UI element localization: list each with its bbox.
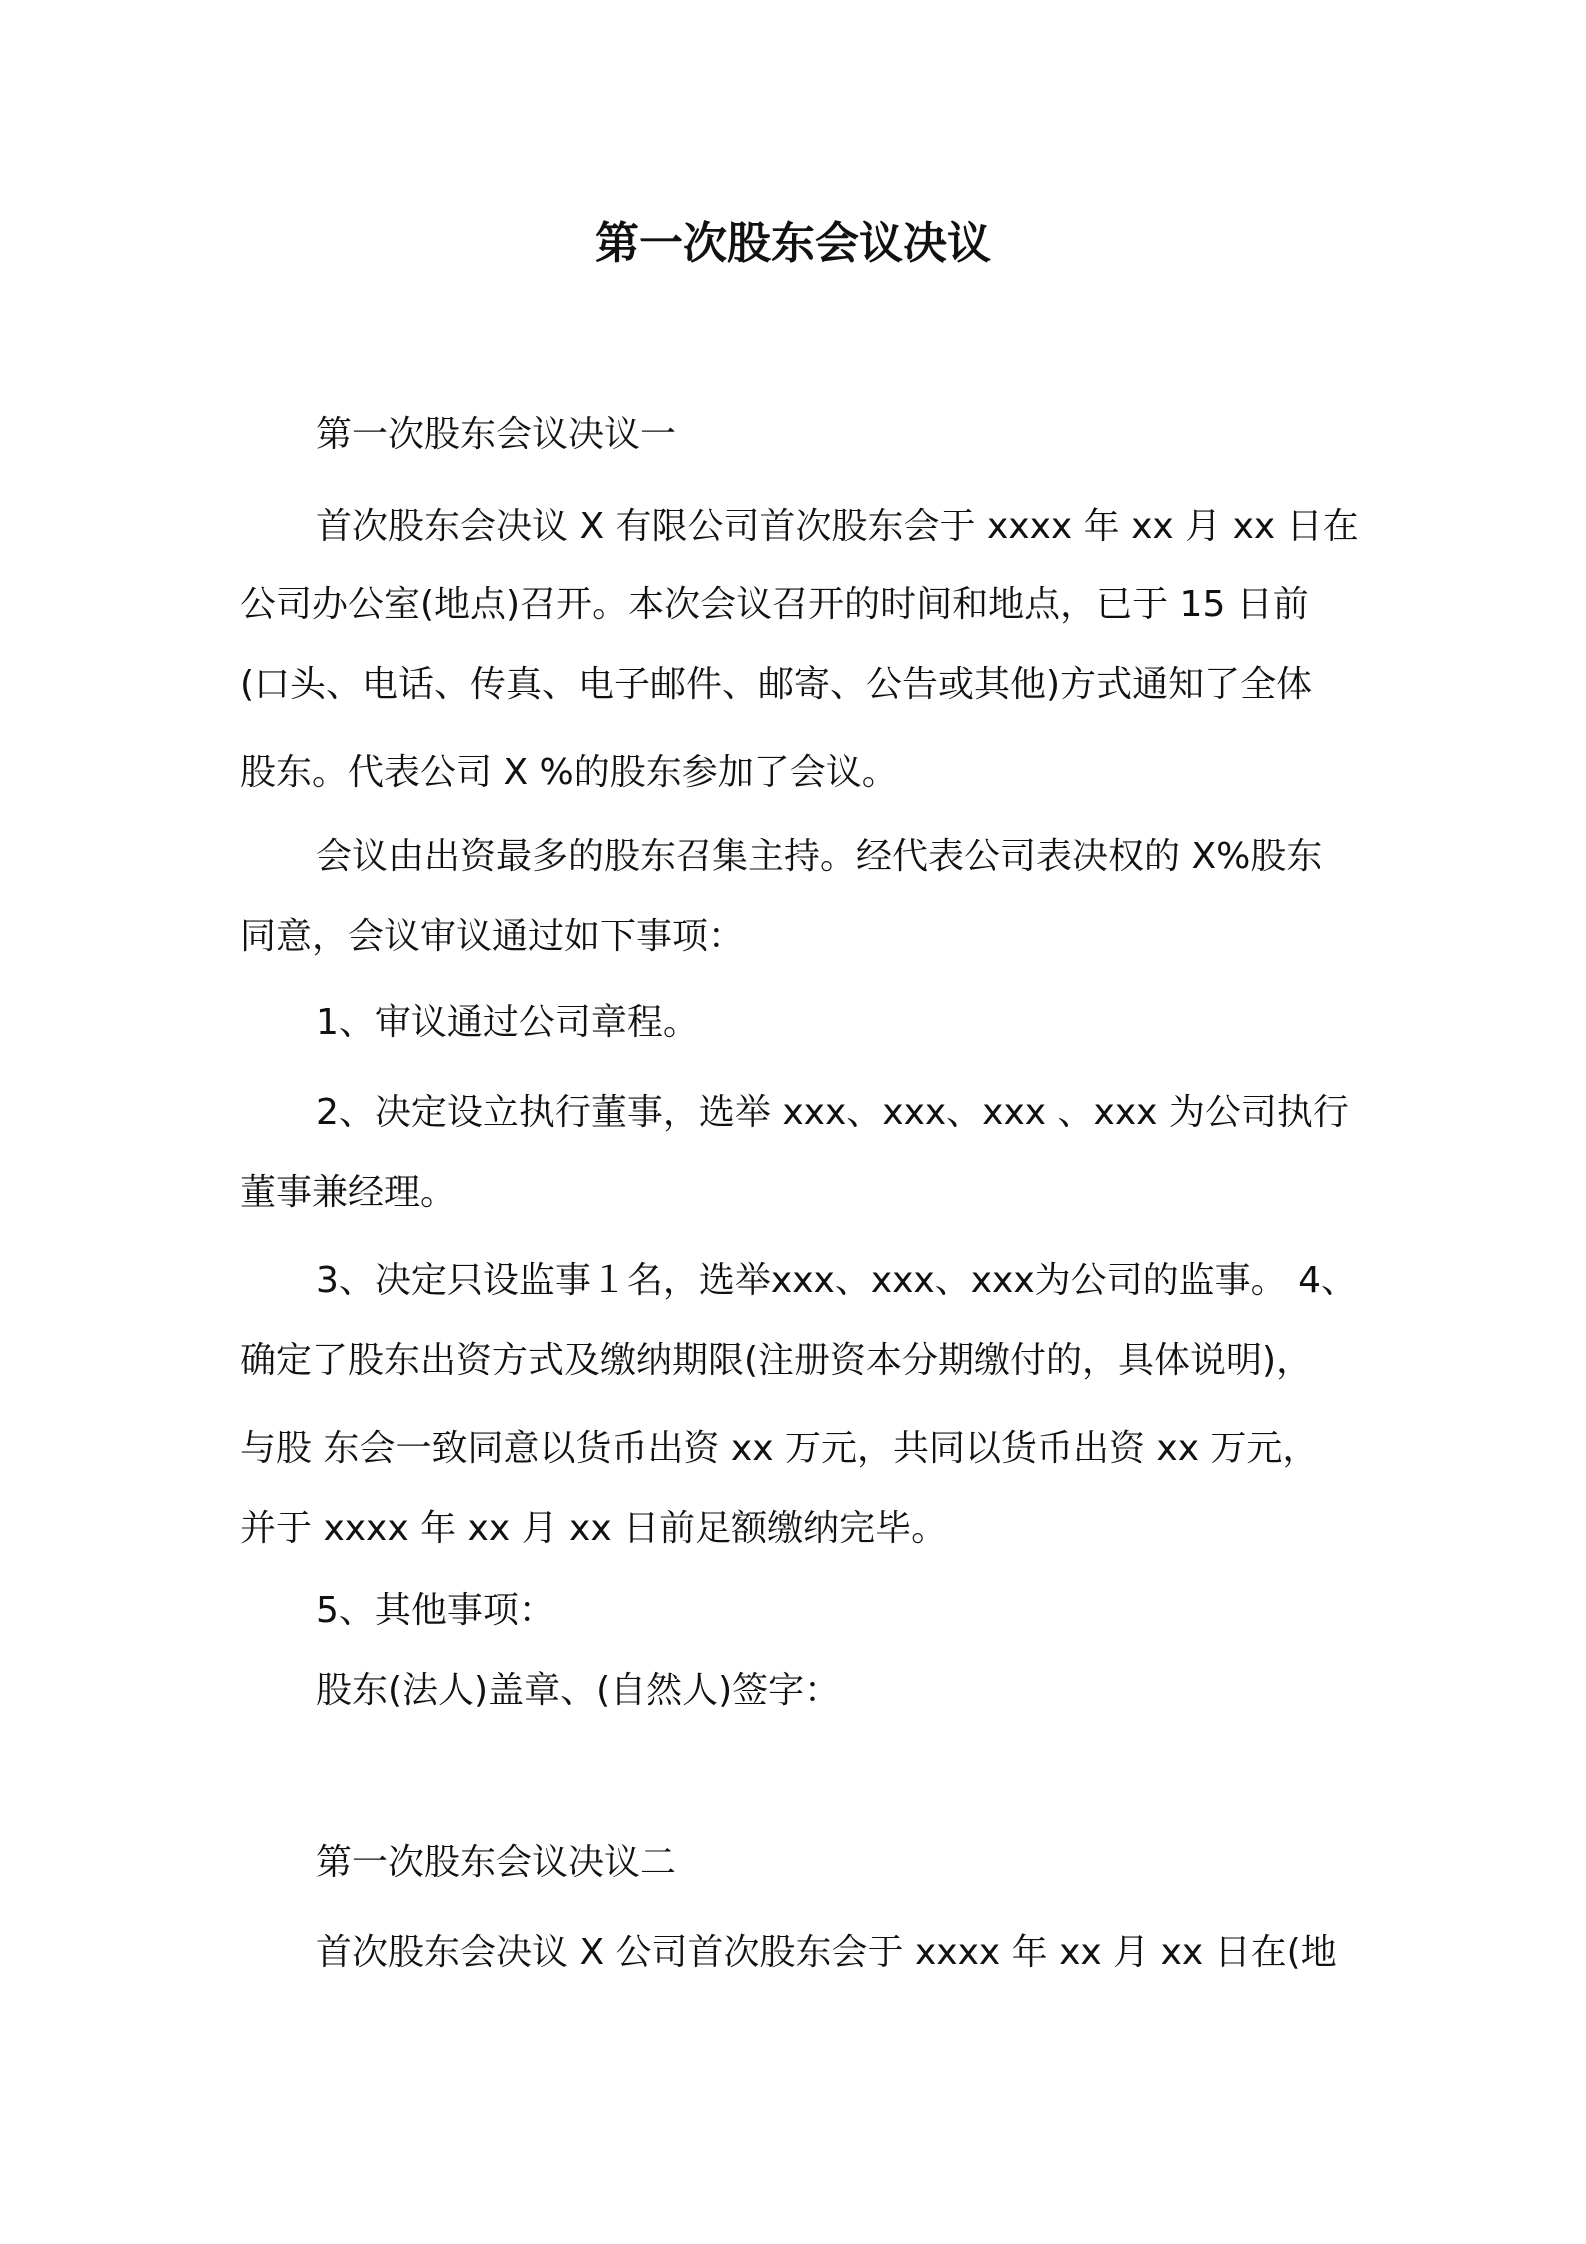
section-heading-1: 第一次股东会议决议一 [316, 414, 677, 455]
paragraph-line: 首次股东会决议 X 公司首次股东会于 xxxx 年 xx 月 xx 日在(地 [316, 1932, 1337, 1973]
paragraph-line: (口头、电话、传真、电子邮件、邮寄、公告或其他)方式通知了全体 [240, 664, 1313, 705]
paragraph-line: 确定了股东出资方式及缴纳期限(注册资本分期缴付的，具体说明)， [240, 1340, 1313, 1381]
paragraph-line: 并于 xxxx 年 xx 月 xx 日前足额缴纳完毕。 [240, 1508, 948, 1549]
paragraph-line: 董事兼经理。 [240, 1172, 457, 1213]
paragraph-line: 会议由出资最多的股东召集主持。经代表公司表决权的 X%股东 [316, 836, 1323, 877]
list-item-2: 2、决定设立执行董事，选举 xxx、xxx、xxx 、xxx 为公司执行 [316, 1092, 1349, 1133]
paragraph-line: 公司办公室(地点)召开。本次会议召开的时间和地点，已于 15 日前 [240, 584, 1309, 625]
list-item-3: 3、决定只设监事１名，选举xxx、xxx、xxx为公司的监事。 4、 [316, 1260, 1357, 1301]
paragraph-line: 股东。代表公司 X %的股东参加了会议。 [240, 752, 898, 793]
list-item-1: 1、审议通过公司章程。 [316, 1002, 699, 1043]
document-title: 第一次股东会议决议 [595, 218, 991, 269]
signature-line: 股东(法人)盖章、(自然人)签字： [316, 1670, 841, 1711]
list-item-5: 5、其他事项： [316, 1590, 555, 1631]
section-heading-2: 第一次股东会议决议二 [316, 1842, 677, 1883]
paragraph-line: 同意，会议审议通过如下事项： [240, 916, 745, 957]
paragraph-line: 首次股东会决议 X 有限公司首次股东会于 xxxx 年 xx 月 xx 日在 [316, 506, 1359, 547]
paragraph-line: 与股 东会一致同意以货币出资 xx 万元，共同以货币出资 xx 万元， [240, 1428, 1319, 1469]
